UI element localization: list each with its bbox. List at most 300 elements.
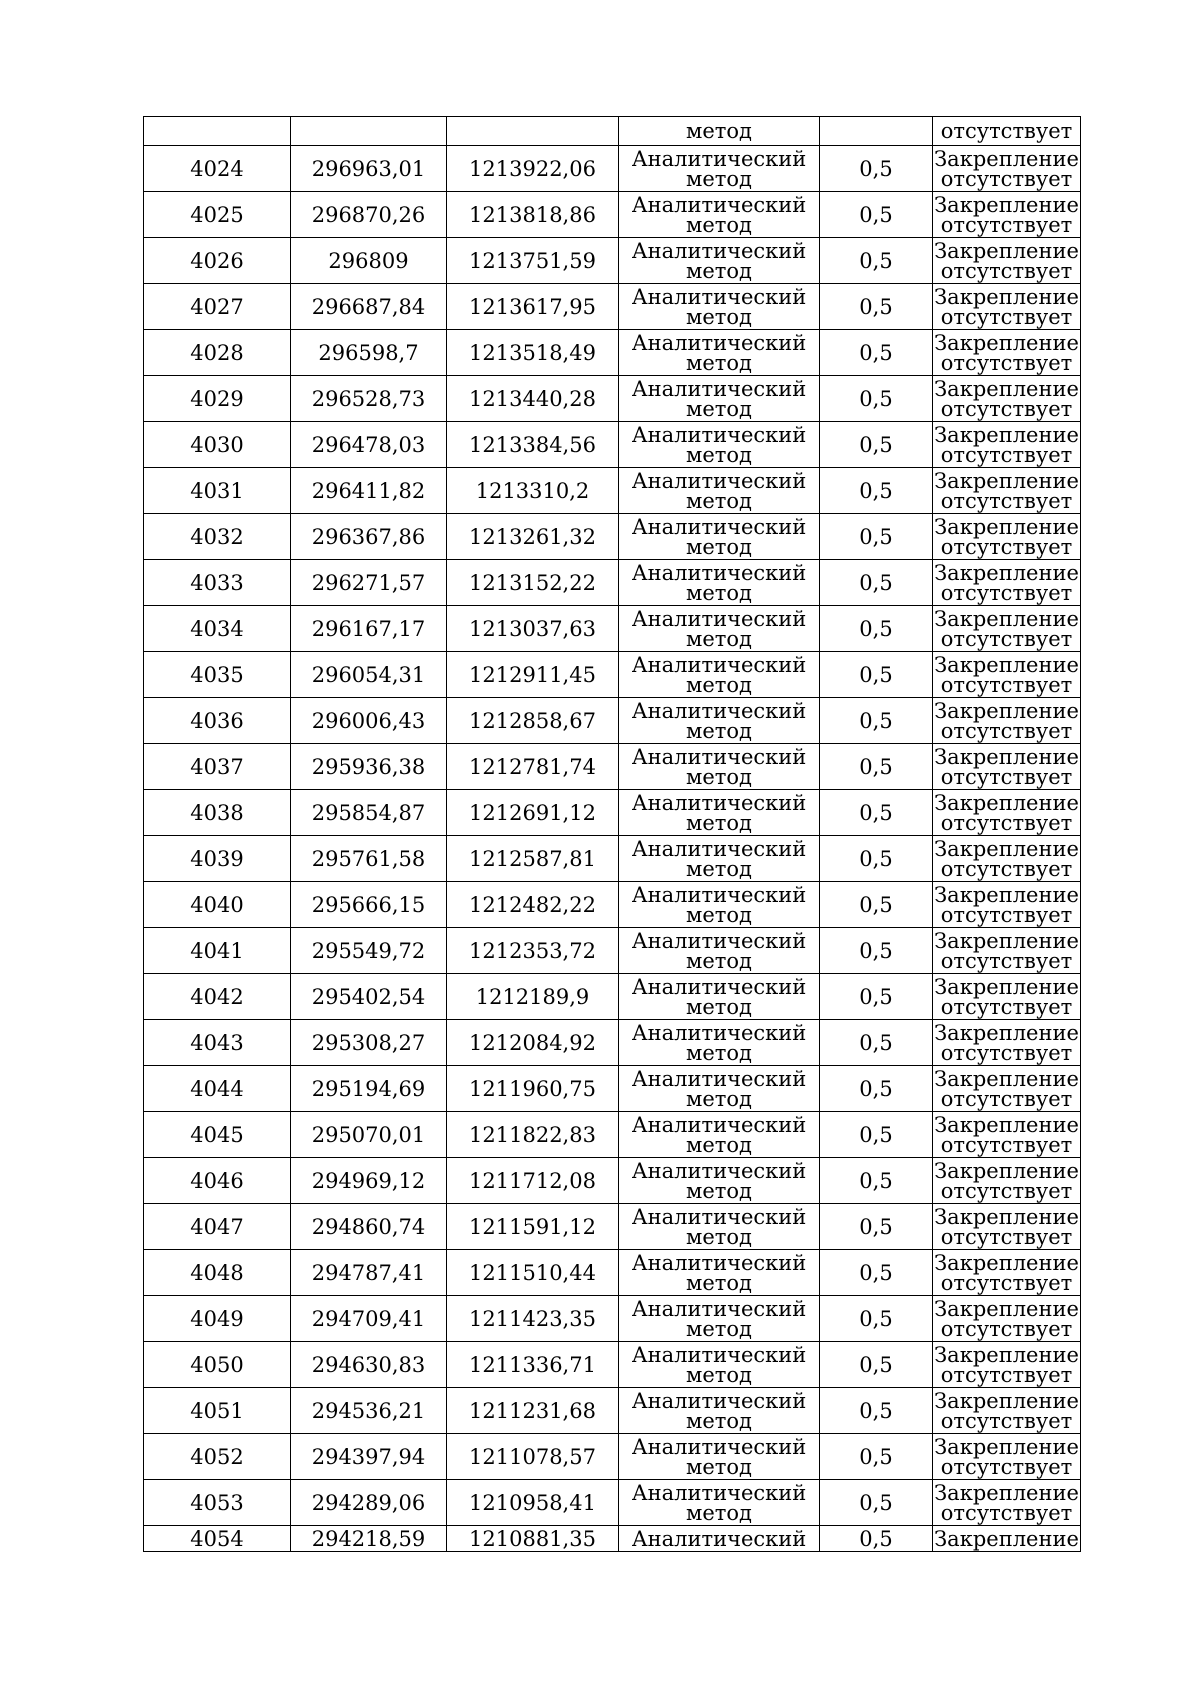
- cell-x-coordinate: 294397,94: [291, 1434, 447, 1480]
- cell-y-coordinate: 1213310,2: [447, 468, 619, 514]
- cell-point-number: 4053: [144, 1480, 291, 1526]
- cell-fixing-line1: Закрепление: [934, 1296, 1079, 1321]
- cell-fixing-line1: Закрепление: [934, 422, 1079, 447]
- cell-accuracy: 0,5: [820, 468, 933, 514]
- table-row: [144, 606, 1081, 652]
- cell-method: [619, 1434, 820, 1480]
- table-row: [144, 1204, 1081, 1250]
- cell-method: [619, 1296, 820, 1342]
- cell-fixing-line1: Закрепление: [934, 836, 1079, 861]
- table-row: [144, 1158, 1081, 1204]
- cell-method-line1: Аналитический: [631, 422, 807, 447]
- cell-accuracy: 0,5: [820, 1342, 933, 1388]
- cell-accuracy: 0,5: [820, 1250, 933, 1296]
- cell-fixing: [933, 514, 1081, 560]
- cell-method-line2: метод: [686, 1362, 752, 1387]
- cell-accuracy: [820, 117, 933, 146]
- cell-fixing: [933, 238, 1081, 284]
- cell-x-coordinate: 295402,54: [291, 974, 447, 1020]
- cell-fixing-line1: Закрепление: [934, 1434, 1079, 1459]
- table-row: [144, 1112, 1081, 1158]
- cell-accuracy: 0,5: [820, 790, 933, 836]
- cell-accuracy: 0,5: [820, 1112, 933, 1158]
- cell-method: [619, 790, 820, 836]
- cell-x-coordinate: 296687,84: [291, 284, 447, 330]
- coordinates-table: [143, 116, 1081, 1552]
- cell-y-coordinate: 1213037,63: [447, 606, 619, 652]
- cell-accuracy: 0,5: [820, 744, 933, 790]
- cell-accuracy: 0,5: [820, 146, 933, 192]
- cell-x-coordinate: 296528,73: [291, 376, 447, 422]
- table-row-last: [144, 1526, 1081, 1552]
- cell-method-line1: Аналитический: [631, 1112, 807, 1137]
- cell-accuracy: 0,5: [820, 1526, 933, 1552]
- cell-fixing-line2: отсутствует: [940, 948, 1073, 973]
- cell-method: [619, 698, 820, 744]
- cell-y-coordinate: 1211960,75: [447, 1066, 619, 1112]
- cell-fixing-line2: отсутствует: [940, 810, 1073, 835]
- cell-method-line2: метод: [686, 718, 752, 743]
- cell-point-number: 4033: [144, 560, 291, 606]
- cell-y-coordinate: 1210881,35: [447, 1526, 619, 1552]
- cell-point-number: 4037: [144, 744, 291, 790]
- cell-method-line1: Аналитический: [631, 928, 807, 953]
- cell-fixing-line2: отсутствует: [940, 396, 1073, 421]
- cell-accuracy: 0,5: [820, 882, 933, 928]
- table-row: [144, 514, 1081, 560]
- cell-method-line2: метод: [686, 948, 752, 973]
- cell-fixing: [933, 1480, 1081, 1526]
- cell-method-line1: Аналитический: [631, 146, 807, 171]
- cell-method-line1: Аналитический: [631, 1388, 807, 1413]
- cell-method: [619, 928, 820, 974]
- cell-x-coordinate: 296367,86: [291, 514, 447, 560]
- cell-fixing-line2: отсутствует: [940, 1086, 1073, 1111]
- cell-point-number: 4052: [144, 1434, 291, 1480]
- cell-fixing: [933, 1066, 1081, 1112]
- cell-fixing-line2: отсутствует: [940, 1178, 1073, 1203]
- cell-method-line1: Аналитический: [631, 606, 807, 631]
- cell-fixing-line2: отсутствует: [940, 1132, 1073, 1157]
- cell-fixing-line1: Закрепление: [934, 698, 1079, 723]
- cell-method-line1: Аналитический: [631, 1434, 807, 1459]
- cell-fixing-line2: отсутствует: [940, 902, 1073, 927]
- cell-method-line2: метод: [686, 1500, 752, 1525]
- cell-method-line2: метод: [686, 534, 752, 559]
- cell-x-coordinate: 296598,7: [291, 330, 447, 376]
- cell-point-number: 4036: [144, 698, 291, 744]
- cell-method-line2: метод: [686, 1408, 752, 1433]
- cell-point-number: 4042: [144, 974, 291, 1020]
- cell-method: [619, 836, 820, 882]
- cell-method-line2: метод: [686, 258, 752, 283]
- cell-fixing-line1: Закрепление: [934, 790, 1079, 815]
- cell-fixing-line2: отсутствует: [940, 1270, 1073, 1295]
- cell-accuracy: 0,5: [820, 514, 933, 560]
- cell-fixing: [933, 606, 1081, 652]
- cell-y-coordinate: 1213617,95: [447, 284, 619, 330]
- cell-y-coordinate: 1212587,81: [447, 836, 619, 882]
- cell-accuracy: 0,5: [820, 376, 933, 422]
- cell-method: [619, 560, 820, 606]
- cell-x-coordinate: 295936,38: [291, 744, 447, 790]
- cell-method: [619, 1158, 820, 1204]
- cell-fixing: [933, 422, 1081, 468]
- cell-fixing-line2: отсутствует: [940, 350, 1073, 375]
- cell-x-coordinate: 296870,26: [291, 192, 447, 238]
- cell-y-coordinate: 1212858,67: [447, 698, 619, 744]
- table-row: [144, 422, 1081, 468]
- cell-fixing-line1: Закрепление: [934, 468, 1079, 493]
- cell-y-coordinate: 1213751,59: [447, 238, 619, 284]
- table-row: [144, 192, 1081, 238]
- cell-y-coordinate: 1213384,56: [447, 422, 619, 468]
- cell-accuracy: 0,5: [820, 928, 933, 974]
- cell-method: [619, 744, 820, 790]
- cell-accuracy: 0,5: [820, 284, 933, 330]
- cell-method-line2: метод: [686, 856, 752, 881]
- cell-x-coordinate: 295854,87: [291, 790, 447, 836]
- cell-method-line1: Аналитический: [631, 376, 807, 401]
- cell-fixing-line1: Закрепление: [934, 1480, 1079, 1505]
- cell-method-line2: метод: [686, 488, 752, 513]
- cell-fixing: [933, 928, 1081, 974]
- cell-method-line2: метод: [686, 396, 752, 421]
- cell-fixing-line1: Закрепление: [934, 928, 1079, 953]
- cell-point-number: 4025: [144, 192, 291, 238]
- cell-point-number: 4039: [144, 836, 291, 882]
- cell-method-line1: Аналитический: [631, 330, 807, 355]
- cell-fixing: [933, 1020, 1081, 1066]
- cell-fixing-line1: Закрепление: [934, 652, 1079, 677]
- cell-y-coordinate: 1211712,08: [447, 1158, 619, 1204]
- cell-point-number: 4035: [144, 652, 291, 698]
- cell-fixing: [933, 1388, 1081, 1434]
- table-row: [144, 1388, 1081, 1434]
- cell-method-line1: Аналитический: [631, 652, 807, 677]
- cell-fixing-line2: отсутствует: [940, 672, 1073, 697]
- cell-y-coordinate: 1211510,44: [447, 1250, 619, 1296]
- cell-method-line1: Аналитический: [631, 1296, 807, 1321]
- cell-fixing-line2: отсутствует: [940, 442, 1073, 467]
- cell-point-number: 4038: [144, 790, 291, 836]
- table-row: [144, 1480, 1081, 1526]
- cell-method: [619, 330, 820, 376]
- cell-fixing-line1: Закрепление: [934, 514, 1079, 539]
- cell-accuracy: 0,5: [820, 652, 933, 698]
- cell-point-number: 4054: [144, 1526, 291, 1552]
- cell-method: [619, 284, 820, 330]
- cell-fixing-line2: отсутствует: [940, 580, 1073, 605]
- cell-fixing: [933, 1112, 1081, 1158]
- cell-method-line2: метод: [686, 166, 752, 191]
- cell-fixing-line2: отсутствует: [940, 994, 1073, 1019]
- table-row: [144, 238, 1081, 284]
- cell-y-coordinate: 1210958,41: [447, 1480, 619, 1526]
- cell-point-number: 4041: [144, 928, 291, 974]
- cell-x-coordinate: 296054,31: [291, 652, 447, 698]
- cell-fixing-line2: отсутствует: [940, 1362, 1073, 1387]
- table-row: [144, 790, 1081, 836]
- cell-fixing-line1: Закрепление: [934, 1020, 1079, 1045]
- cell-method: [619, 882, 820, 928]
- cell-x-coordinate: 294969,12: [291, 1158, 447, 1204]
- cell-point-number: 4046: [144, 1158, 291, 1204]
- cell-method-line2: метод: [686, 442, 752, 467]
- table-row: [144, 698, 1081, 744]
- cell-y-coordinate: 1213440,28: [447, 376, 619, 422]
- cell-method-line1: Аналитический: [631, 1204, 807, 1229]
- cell-method-line1: Аналитический: [631, 1066, 807, 1091]
- cell-method: [619, 1112, 820, 1158]
- cell-y-coordinate: 1212084,92: [447, 1020, 619, 1066]
- cell-y-coordinate: 1213152,22: [447, 560, 619, 606]
- cell-fixing-line1: Закрепление: [934, 1204, 1079, 1229]
- cell-accuracy: 0,5: [820, 1066, 933, 1112]
- cell-x-coordinate: 296411,82: [291, 468, 447, 514]
- cell-method-line1: Аналитический: [631, 284, 807, 309]
- cell-y-coordinate: 1211822,83: [447, 1112, 619, 1158]
- cell-fixing: [933, 192, 1081, 238]
- cell-x-coordinate: 294630,83: [291, 1342, 447, 1388]
- cell-y-coordinate: 1211591,12: [447, 1204, 619, 1250]
- cell-x-coordinate: 296006,43: [291, 698, 447, 744]
- cell-fixing-line1: Закрепление: [934, 192, 1079, 217]
- cell-fixing: [933, 744, 1081, 790]
- cell-method: [619, 514, 820, 560]
- cell-method-line2: метод: [686, 902, 752, 927]
- cell-method-line1: Аналитический: [631, 560, 807, 585]
- cell-y-coordinate: 1212189,9: [447, 974, 619, 1020]
- cell-fixing-line1: Закрепление: [934, 1112, 1079, 1137]
- cell-x-coordinate: 294218,59: [291, 1526, 447, 1552]
- cell-method-line2: метод: [686, 994, 752, 1019]
- table-row: [144, 468, 1081, 514]
- cell-fixing-line1: Закрепление: [934, 284, 1079, 309]
- cell-fixing: [933, 560, 1081, 606]
- cell-method-line2: метод: [686, 212, 752, 237]
- cell-point-number: 4026: [144, 238, 291, 284]
- cell-fixing: Закрепление: [934, 1526, 1079, 1551]
- cell-fixing-line2: отсутствует: [940, 1454, 1073, 1479]
- cell-accuracy: 0,5: [820, 1388, 933, 1434]
- table-row: [144, 1020, 1081, 1066]
- cell-fixing: [933, 1204, 1081, 1250]
- cell-method-line1: Аналитический: [631, 1020, 807, 1045]
- cell-x-coordinate: 296167,17: [291, 606, 447, 652]
- table-row: [144, 882, 1081, 928]
- cell-x-coordinate: 295549,72: [291, 928, 447, 974]
- cell-fixing-line2: отсутствует: [940, 764, 1073, 789]
- cell-fixing-line2: отсутствует: [940, 1224, 1073, 1249]
- cell-fixing-line2: отсутствует: [940, 304, 1073, 329]
- cell-fixing: [933, 836, 1081, 882]
- cell-method: [619, 974, 820, 1020]
- cell-fixing-line1: Закрепление: [934, 1066, 1079, 1091]
- cell-method-line1: Аналитический: [631, 790, 807, 815]
- cell-fixing-line1: Закрепление: [934, 1388, 1079, 1413]
- cell-point-number: 4043: [144, 1020, 291, 1066]
- cell-x-coordinate: 294709,41: [291, 1296, 447, 1342]
- cell-fixing: [933, 1250, 1081, 1296]
- cell-accuracy: 0,5: [820, 1204, 933, 1250]
- cell-fixing-line1: Закрепление: [934, 1158, 1079, 1183]
- table-row: [144, 974, 1081, 1020]
- cell-method: [619, 606, 820, 652]
- cell-method-line1: Аналитический: [631, 468, 807, 493]
- cell-x-coordinate: [291, 117, 447, 146]
- cell-accuracy: 0,5: [820, 560, 933, 606]
- cell-point-number: 4044: [144, 1066, 291, 1112]
- cell-fixing-line1: Закрепление: [934, 882, 1079, 907]
- table-row: [144, 560, 1081, 606]
- cell-y-coordinate: 1211078,57: [447, 1434, 619, 1480]
- cell-accuracy: 0,5: [820, 974, 933, 1020]
- cell-method-line1: Аналитический: [631, 698, 807, 723]
- cell-x-coordinate: 294536,21: [291, 1388, 447, 1434]
- cell-method-line1: Аналитический: [631, 1342, 807, 1367]
- cell-method-line1: Аналитический: [631, 1158, 807, 1183]
- cell-fixing-line2: отсутствует: [940, 166, 1073, 191]
- cell-fixing-line2: отсутствует: [940, 534, 1073, 559]
- cell-method-line2: метод: [686, 1270, 752, 1295]
- cell-point-number: 4050: [144, 1342, 291, 1388]
- table-row: [144, 836, 1081, 882]
- cell-x-coordinate: 295666,15: [291, 882, 447, 928]
- table-row: [144, 1342, 1081, 1388]
- cell-point-number: 4032: [144, 514, 291, 560]
- cell-x-coordinate: 295761,58: [291, 836, 447, 882]
- cell-x-coordinate: 295308,27: [291, 1020, 447, 1066]
- cell-method: [619, 652, 820, 698]
- cell-method: [619, 1480, 820, 1526]
- cell-accuracy: 0,5: [820, 330, 933, 376]
- cell-method: [619, 192, 820, 238]
- cell-method: [619, 238, 820, 284]
- cell-point-number: 4024: [144, 146, 291, 192]
- cell-fixing-line2: отсутствует: [940, 1500, 1073, 1525]
- table-row: [144, 284, 1081, 330]
- cell-method: метод: [619, 117, 820, 146]
- cell-y-coordinate: 1213261,32: [447, 514, 619, 560]
- cell-method-line2: метод: [686, 1132, 752, 1157]
- cell-fixing: [933, 468, 1081, 514]
- cell-fixing: [933, 376, 1081, 422]
- cell-fixing: [933, 330, 1081, 376]
- cell-method: [619, 376, 820, 422]
- cell-point-number: 4047: [144, 1204, 291, 1250]
- cell-point-number: 4040: [144, 882, 291, 928]
- cell-x-coordinate: 295194,69: [291, 1066, 447, 1112]
- cell-method-line1: Аналитический: [631, 1480, 807, 1505]
- cell-method-line2: метод: [686, 580, 752, 605]
- cell-method-line1: Аналитический: [631, 514, 807, 539]
- cell-point-number: 4048: [144, 1250, 291, 1296]
- cell-fixing: [933, 1296, 1081, 1342]
- cell-point-number: 4049: [144, 1296, 291, 1342]
- cell-method-line2: метод: [686, 1224, 752, 1249]
- cell-fixing: [933, 1158, 1081, 1204]
- cell-fixing-line1: Закрепление: [934, 238, 1079, 263]
- cell-y-coordinate: [447, 117, 619, 146]
- cell-x-coordinate: 296809: [291, 238, 447, 284]
- cell-x-coordinate: 294787,41: [291, 1250, 447, 1296]
- table-row: [144, 330, 1081, 376]
- cell-point-number: 4051: [144, 1388, 291, 1434]
- cell-fixing: [933, 284, 1081, 330]
- cell-point-number: 4028: [144, 330, 291, 376]
- cell-fixing: [933, 1434, 1081, 1480]
- cell-accuracy: 0,5: [820, 238, 933, 284]
- table-row: [144, 146, 1081, 192]
- cell-accuracy: 0,5: [820, 606, 933, 652]
- cell-fixing: [933, 652, 1081, 698]
- cell-method-line1: Аналитический: [631, 1250, 807, 1275]
- cell-x-coordinate: 294289,06: [291, 1480, 447, 1526]
- cell-fixing-line2: отсутствует: [940, 258, 1073, 283]
- cell-method-line2: метод: [686, 1178, 752, 1203]
- cell-method-line2: метод: [686, 1316, 752, 1341]
- cell-fixing-line1: Закрепление: [934, 376, 1079, 401]
- cell-y-coordinate: 1213818,86: [447, 192, 619, 238]
- cell-method-line2: метод: [686, 1454, 752, 1479]
- cell-x-coordinate: 294860,74: [291, 1204, 447, 1250]
- cell-y-coordinate: 1211231,68: [447, 1388, 619, 1434]
- cell-method-line1: Аналитический: [631, 974, 807, 999]
- table-row: [144, 1066, 1081, 1112]
- cell-fixing: [933, 790, 1081, 836]
- cell-method-line2: метод: [686, 1086, 752, 1111]
- cell-fixing-line1: Закрепление: [934, 744, 1079, 769]
- cell-method: [619, 1066, 820, 1112]
- table-row: [144, 1296, 1081, 1342]
- cell-fixing-line2: отсутствует: [940, 626, 1073, 651]
- table-row: [144, 928, 1081, 974]
- cell-point-number: 4029: [144, 376, 291, 422]
- cell-y-coordinate: 1212781,74: [447, 744, 619, 790]
- cell-y-coordinate: 1213922,06: [447, 146, 619, 192]
- cell-method: [619, 1020, 820, 1066]
- cell-accuracy: 0,5: [820, 1434, 933, 1480]
- cell-y-coordinate: 1212691,12: [447, 790, 619, 836]
- cell-y-coordinate: 1212482,22: [447, 882, 619, 928]
- cell-fixing: [933, 698, 1081, 744]
- cell-fixing-line2: отсутствует: [940, 718, 1073, 743]
- cell-accuracy: 0,5: [820, 698, 933, 744]
- cell-method-line1: Аналитический: [631, 836, 807, 861]
- cell-fixing-line2: отсутствует: [940, 1040, 1073, 1065]
- cell-fixing-line1: Закрепление: [934, 606, 1079, 631]
- cell-accuracy: 0,5: [820, 192, 933, 238]
- cell-method-line2: метод: [686, 304, 752, 329]
- cell-method: [619, 468, 820, 514]
- cell-fixing-line2: отсутствует: [940, 212, 1073, 237]
- cell-method-line2: метод: [686, 1040, 752, 1065]
- cell-method-line2: метод: [686, 764, 752, 789]
- cell-method-line2: метод: [686, 672, 752, 697]
- cell-x-coordinate: 296271,57: [291, 560, 447, 606]
- cell-method: [619, 1250, 820, 1296]
- table-body: [144, 117, 1081, 1552]
- cell-fixing: [933, 974, 1081, 1020]
- cell-point-number: 4034: [144, 606, 291, 652]
- cell-accuracy: 0,5: [820, 422, 933, 468]
- cell-accuracy: 0,5: [820, 1020, 933, 1066]
- cell-x-coordinate: 296478,03: [291, 422, 447, 468]
- cell-y-coordinate: 1212911,45: [447, 652, 619, 698]
- cell-method: [619, 1342, 820, 1388]
- cell-fixing: [933, 146, 1081, 192]
